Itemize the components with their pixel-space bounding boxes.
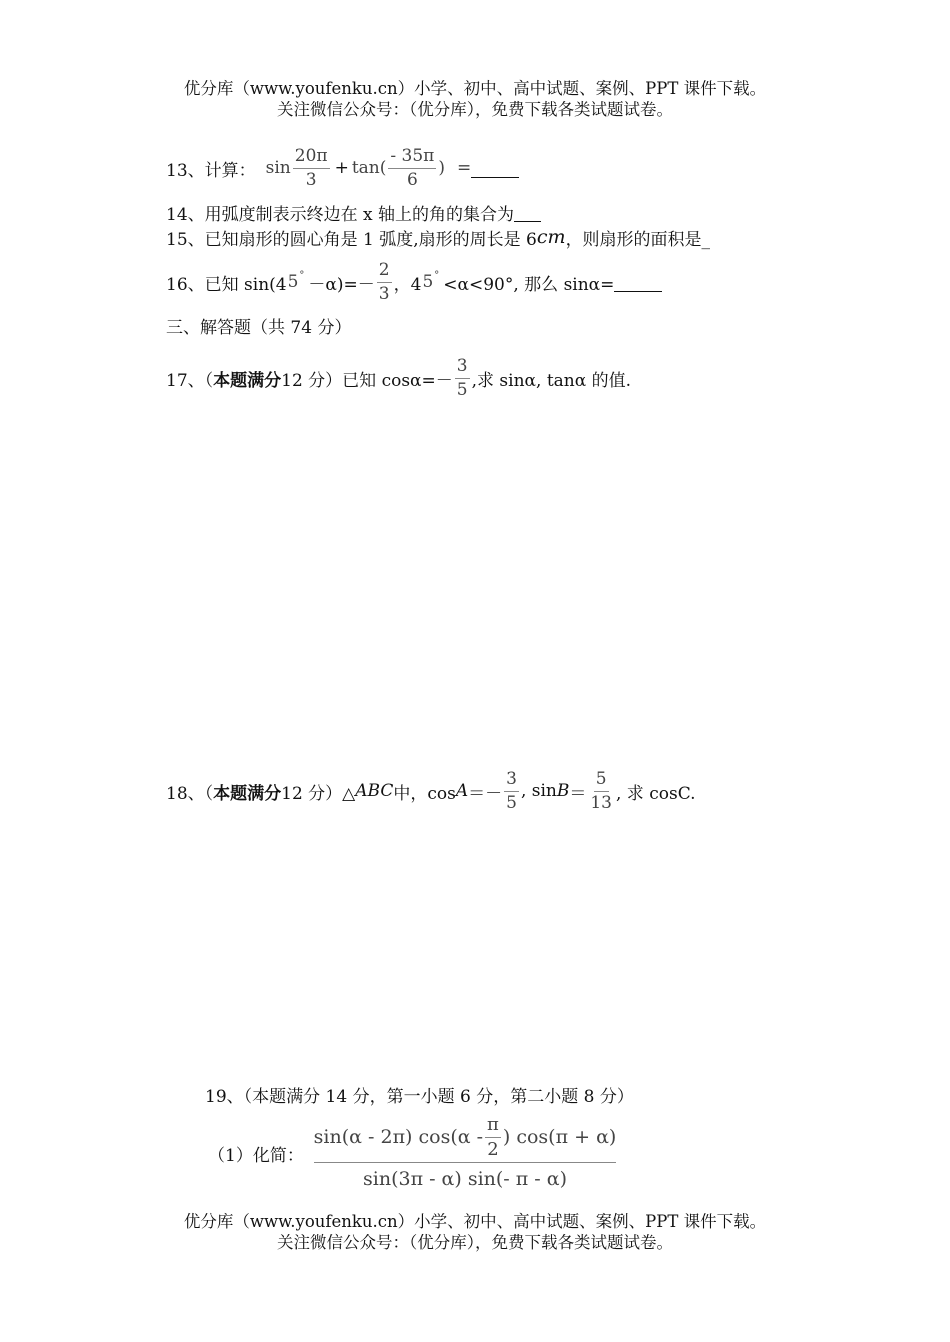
q16-text-c: ，4	[393, 274, 422, 295]
q18-fraction-1-numerator: 3	[504, 771, 519, 792]
question-13	[166, 144, 519, 192]
q16-degree-2: °	[434, 269, 440, 281]
q13-fraction-2-numerator: - 35π	[388, 148, 436, 169]
q13-equals: =	[456, 158, 472, 178]
page-footer	[0, 1211, 950, 1253]
q16-five-1: 5	[287, 272, 299, 292]
q16-text-b: －α)=－	[308, 274, 375, 295]
q19-numerator	[314, 1112, 616, 1162]
question-16	[166, 258, 662, 306]
q18-triangle-abc: ABC	[355, 781, 394, 801]
q16-text-a: 16、已知 sin(4	[166, 274, 287, 295]
q17-fraction-numerator: 3	[455, 358, 470, 379]
q13-fraction-1-denominator: 3	[305, 169, 317, 190]
section-3-title-text: 三、解答题（共 74 分）	[166, 317, 352, 338]
q19-expression	[314, 1112, 616, 1190]
q18-eq-1: ＝－	[468, 783, 503, 804]
q13-fraction-1-numerator: 20π	[293, 148, 330, 169]
q18-tail: , 求 cosC.	[616, 783, 696, 804]
q14-text: 14、用弧度制表示终边在 x 轴上的角的集合为	[166, 204, 515, 225]
q16-text-d: <α<90°, 那么 sinα=	[443, 274, 615, 295]
q16-fraction-denominator: 3	[378, 283, 390, 304]
q15-unit: cm	[536, 226, 566, 248]
q17-fraction-denominator: 5	[456, 379, 468, 400]
q18-eq-2: ＝	[569, 783, 587, 804]
q18-fraction-1	[504, 768, 519, 813]
q13-label: 13、计算：	[166, 160, 256, 181]
q19-denominator: sin(3π - α) sin(- π - α)	[363, 1168, 567, 1190]
q13-fraction-2-denominator: 6	[406, 169, 418, 190]
question-18	[166, 766, 696, 816]
question-17	[166, 353, 631, 403]
q19-pi-numerator: π	[485, 1116, 501, 1138]
footer-line-1: 优分库（www.youfenku.cn）小学、初中、高中试题、案例、PPT 课件下载。	[183, 1212, 767, 1231]
q13-sin: sin	[265, 158, 291, 178]
q18-bold-label: 本题满分	[213, 783, 282, 804]
q18-fraction-2-numerator: 5	[594, 771, 609, 792]
question-19-title	[205, 1083, 634, 1105]
q16-answer-blank	[614, 273, 662, 292]
q19-title-text: 19、（本题满分 14 分，第一小题 6 分，第二小题 8 分）	[205, 1086, 634, 1107]
q18-mid: 中，cos	[393, 783, 456, 804]
q19-numerator-b: ) cos(π + α)	[502, 1126, 617, 1148]
q17-tail: ,求 sinα, tanα 的值.	[471, 370, 632, 391]
q18-fraction-2-denominator: 13	[590, 792, 612, 813]
q17-fraction	[455, 355, 470, 400]
q18-number: 18、（	[166, 783, 214, 804]
q19-pi-denominator: 2	[487, 1138, 499, 1160]
section-3-title	[166, 314, 351, 336]
q18-points: 12 分）△	[281, 783, 356, 804]
page-header	[0, 78, 950, 120]
q13-plus: +	[334, 158, 349, 178]
q18-angle-a: A	[455, 781, 469, 801]
question-14	[166, 201, 541, 223]
q16-five-2: 5	[422, 272, 434, 292]
header-line-2: 关注微信公众号：（优分库），免费下载各类试题试卷。	[277, 100, 673, 119]
q17-points: 12 分）已知 cosα=－	[281, 370, 453, 391]
q16-fraction-numerator: 2	[377, 262, 392, 283]
q13-fraction-2	[388, 145, 436, 190]
q18-angle-b: B	[556, 781, 570, 801]
q13-answer-blank	[471, 159, 519, 178]
q16-degree-1: °	[299, 269, 305, 281]
q18-fraction-2	[588, 768, 614, 813]
question-15	[166, 226, 710, 248]
q16-fraction	[377, 259, 392, 304]
q19-numerator-a: sin(α - 2π) cos(α -	[313, 1126, 484, 1148]
q18-sinb: , sin	[520, 781, 557, 801]
q18-fraction-1-denominator: 5	[506, 792, 517, 813]
q19-part-1-label: （1）化简：	[208, 1146, 304, 1166]
q17-number: 17、（	[166, 370, 214, 391]
header-line-1: 优分库（www.youfenku.cn）小学、初中、高中试题、案例、PPT 课件下载。	[183, 79, 767, 98]
q13-tan: tan(	[351, 158, 387, 178]
q13-fraction-1	[293, 145, 330, 190]
q17-bold-label: 本题满分	[213, 370, 282, 391]
q15-text: 15、已知扇形的圆心角是 1 弧度,扇形的周长是 6	[166, 229, 537, 250]
q14-answer-blank	[514, 203, 541, 222]
q13-close: )	[438, 158, 445, 178]
q19-pi-over-2	[485, 1113, 501, 1160]
footer-line-2: 关注微信公众号：（优分库），免费下载各类试题试卷。	[277, 1233, 673, 1252]
q15-tail: ，则扇形的面积是_	[565, 229, 711, 250]
